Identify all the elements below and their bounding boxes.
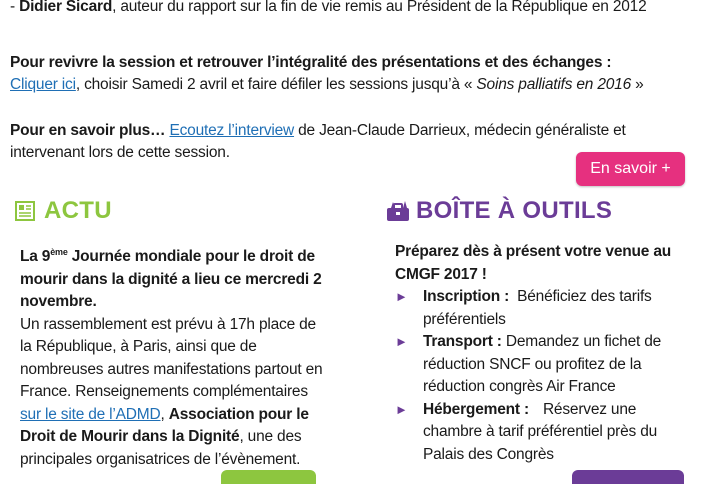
list-item: ► Inscription :Bénéficiez des tarifs préférentiels <box>395 288 652 328</box>
actu-more-button[interactable] <box>221 470 316 484</box>
en-savoir-button[interactable]: En savoir + <box>576 152 685 186</box>
boite-more-button[interactable] <box>572 470 684 484</box>
list-item: ► Hébergement :Réservez une chambre à tarif préférentiel près du Palais des Congrès <box>395 400 658 463</box>
session-line: Cliquer ici, choisir Samedi 2 avril et faire défiler les sessions jusqu’à « Soins palliatifs en 2016 » <box>10 76 644 93</box>
sicard-name: Didier Sicard <box>19 0 113 15</box>
more-line: Pour en savoir plus… Ecoutez l’interview de Jean-Claude Darrieux, médecin généraliste et <box>10 122 626 139</box>
triangle-right-icon: ► <box>395 289 408 304</box>
triangle-right-icon: ► <box>395 334 408 349</box>
cliquer-ici-link[interactable]: Cliquer ici <box>10 76 76 93</box>
more-line-2: intervenant lors de cette session. <box>10 144 230 161</box>
interview-link[interactable]: Ecoutez l’interview <box>169 122 295 139</box>
toolbox-icon <box>385 199 411 223</box>
actu-body: La 9ème Journée mondiale pour le droit de mourir dans la dignité a lieu ce mercredi 2 novembre. Un rassemblement est prévu à 17h place de la République, à Paris, ainsi que de nombreuses autres manifestations partout en France. Renseignements complémentaires sur le site de l’ADMD, Association pour le Droit de Mourir dans la Dignité, une des principales organisatrices de l’évènement. <box>20 247 323 468</box>
newspaper-icon <box>14 199 38 223</box>
list-item: ► Transport : Demandez un fichet de réduction SNCF ou profitez de la réduction congrès Air France <box>395 333 662 395</box>
boite-title: BOÎTE À OUTILS <box>416 197 613 224</box>
session-heading: Pour revivre la session et retrouver l’intégralité des présentations et des échanges : <box>10 54 612 71</box>
triangle-right-icon: ► <box>395 401 408 417</box>
admd-link[interactable]: sur le site de l’ADMD <box>20 405 161 423</box>
boite-body: Préparez dès à présent votre venue au CMGF 2017 ! ► Inscription :Bénéficiez des tarifs préférentiels ► Transport : Demandez un fichet de réduction SNCF ou profitez de la réduction congrès Air France ► Hébergement :Réservez une chambre à tarif préférentiel près du Palais des Congrès <box>395 241 693 466</box>
sicard-line: - Didier Sicard, auteur du rapport sur la fin de vie remis au Président de la République en 2012 <box>10 0 647 15</box>
actu-title: ACTU <box>44 197 112 224</box>
more-heading: Pour en savoir plus… <box>10 122 166 139</box>
